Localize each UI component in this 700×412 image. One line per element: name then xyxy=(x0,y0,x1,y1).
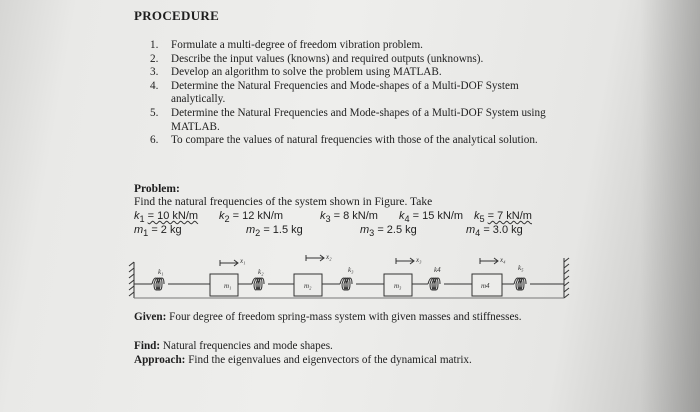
mass-label-m1: m₁ xyxy=(224,282,232,290)
step-text: Formulate a multi-degree of freedom vibration problem. xyxy=(171,39,423,51)
procedure-step xyxy=(150,134,571,148)
step-text: Develop an algorithm to solve the problem using MATLAB. xyxy=(171,66,442,79)
approach-label: Approach: xyxy=(134,354,186,366)
approach-line xyxy=(134,354,472,366)
step-number: 4. xyxy=(150,79,159,92)
step-text: Determine the Natural Frequencies and Mode-shapes of a Multi-DOF System using MATLAB. xyxy=(171,106,546,133)
spring-mass-diagram xyxy=(128,250,578,304)
step-text: Determine the Natural Frequencies and Mode-shapes of a Multi-DOF System analytically. xyxy=(171,79,519,106)
step-text: To compare the values of natural frequencies with those of the analytical solution. xyxy=(171,134,538,147)
procedure-step xyxy=(150,53,571,67)
spring-label-k2: k₂ xyxy=(258,268,264,276)
mass-m3: $m_3 = 2.5$ kg xyxy=(360,224,417,239)
procedure-step xyxy=(150,80,571,107)
spring-k1 xyxy=(134,278,210,290)
disp-label-x4: x₄ xyxy=(500,256,506,264)
mass-m1: $m_1 = 2$ kg xyxy=(134,224,182,239)
spring-k4 xyxy=(412,278,472,290)
step-number: 3. xyxy=(150,66,159,79)
step-number: 1. xyxy=(150,39,159,51)
disp-label-x3: x₃ xyxy=(416,256,422,264)
mass-label-m2: m₂ xyxy=(304,282,312,290)
spring-label-k4: k4 xyxy=(434,266,441,274)
problem-statement: Find the natural frequencies of the system shown in Figure. Take xyxy=(134,196,433,208)
procedure-steps-list xyxy=(150,39,571,148)
spring-label-k5: k₅ xyxy=(518,264,524,272)
arrow-x4 xyxy=(480,258,498,264)
spring-label-k1: k₁ xyxy=(158,268,164,276)
spring-k3 xyxy=(322,278,384,290)
arrow-x1 xyxy=(220,260,238,266)
procedure-heading: PROCEDURE xyxy=(134,8,220,23)
stiffness-k3: $k_3 = 8$ kN/m xyxy=(320,210,378,225)
mass-m2: $m_2 = 1.5$ kg xyxy=(246,224,303,239)
find-text: Natural frequencies and mode shapes. xyxy=(162,340,333,352)
procedure-step xyxy=(150,107,571,134)
right-wall-hatch xyxy=(564,258,569,298)
mass-m4: $m_4 = 3.0$ kg xyxy=(466,224,523,239)
arrow-x2 xyxy=(306,255,324,261)
left-wall-hatch xyxy=(129,262,134,296)
procedure-step xyxy=(150,39,571,53)
disp-label-x1: x₁ xyxy=(240,257,246,265)
disp-label-x2: x₂ xyxy=(326,253,332,261)
step-text: Describe the input values (knowns) and required outputs (unknowns). xyxy=(171,52,484,65)
spring-k5 xyxy=(502,278,564,290)
mass-label-m4: m4 xyxy=(481,282,490,290)
stiffness-k4: $k_4 = 15$ kN/m xyxy=(399,210,464,225)
spring-k2 xyxy=(238,278,294,290)
stiffness-k5: $k_5 = 7$ kN/m xyxy=(474,210,532,225)
stiffness-k2: $k_2 = 12$ kN/m xyxy=(219,210,284,225)
spring-label-k3: k₃ xyxy=(348,266,354,274)
step-number: 2. xyxy=(150,52,159,65)
procedure-step xyxy=(150,66,571,80)
mass-label-m3: m₃ xyxy=(394,282,402,290)
step-number: 6. xyxy=(150,134,159,147)
find-line xyxy=(134,340,333,352)
approach-text: Find the eigenvalues and eigenvectors of the dynamical matrix. xyxy=(188,354,472,366)
given-label: Given: xyxy=(134,311,167,323)
step-number: 5. xyxy=(150,106,159,119)
problem-title: Problem: xyxy=(134,183,180,195)
page-shadow xyxy=(640,0,700,412)
given-line xyxy=(134,311,549,323)
stiffness-k1: $k_1 = 10$ kN/m xyxy=(134,210,199,225)
given-text: Four degree of freedom spring-mass system with given masses and stiffnesses. xyxy=(169,311,522,323)
find-label: Find: xyxy=(134,340,161,352)
arrow-x3 xyxy=(396,258,414,264)
